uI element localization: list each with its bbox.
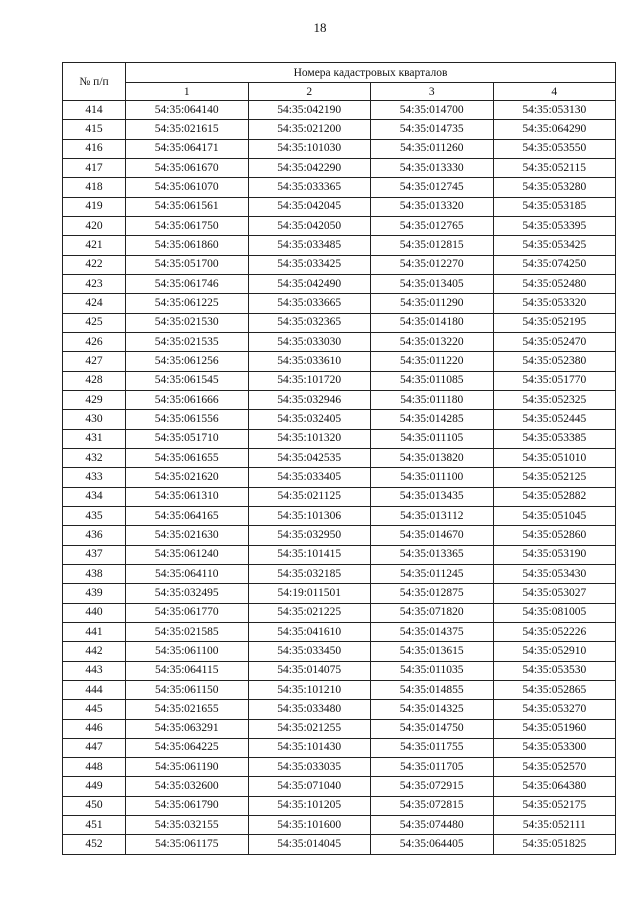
- table-body: [63, 101, 616, 855]
- cadastral-number-cell: 54:35:012815: [371, 236, 494, 255]
- row-number-cell: 424: [63, 294, 126, 313]
- cadastral-number-cell: 54:35:061310: [126, 487, 249, 506]
- cadastral-number-cell: 54:35:052195: [493, 313, 616, 332]
- table-row: [63, 197, 616, 216]
- table-row: [63, 448, 616, 467]
- cadastral-number-cell: 54:35:012745: [371, 178, 494, 197]
- row-number-cell: 449: [63, 777, 126, 796]
- cadastral-number-cell: 54:35:011085: [371, 371, 494, 390]
- cadastral-number-cell: 54:35:013405: [371, 274, 494, 293]
- table-header-row: [63, 63, 616, 83]
- cadastral-number-cell: 54:35:014180: [371, 313, 494, 332]
- cadastral-number-cell: 54:35:101306: [248, 506, 371, 525]
- cadastral-number-cell: 54:35:012765: [371, 216, 494, 235]
- cadastral-number-cell: 54:35:011755: [371, 738, 494, 757]
- cadastral-number-cell: 54:35:032946: [248, 390, 371, 409]
- cadastral-number-cell: 54:35:052865: [493, 680, 616, 699]
- cadastral-number-cell: 54:35:061070: [126, 178, 249, 197]
- row-number-cell: 435: [63, 506, 126, 525]
- table-row: [63, 816, 616, 835]
- cadastral-number-cell: 54:35:053270: [493, 700, 616, 719]
- cadastral-number-cell: 54:35:052125: [493, 468, 616, 487]
- row-number-cell: 419: [63, 197, 126, 216]
- cadastral-number-cell: 54:35:064225: [126, 738, 249, 757]
- cadastral-number-cell: 54:35:013365: [371, 545, 494, 564]
- row-number-cell: 439: [63, 584, 126, 603]
- cadastral-number-cell: 54:35:014750: [371, 719, 494, 738]
- cadastral-number-cell: 54:35:101205: [248, 796, 371, 815]
- column-number-1: 1: [126, 83, 249, 101]
- table-row: [63, 139, 616, 158]
- cadastral-number-cell: 54:35:011105: [371, 429, 494, 448]
- cadastral-number-cell: 54:35:042490: [248, 274, 371, 293]
- cadastral-number-cell: 54:35:021620: [126, 468, 249, 487]
- cadastral-number-cell: 54:19:011501: [248, 584, 371, 603]
- cadastral-number-cell: 54:35:061670: [126, 158, 249, 177]
- cadastral-number-cell: 54:35:021615: [126, 120, 249, 139]
- row-number-header: № п/п: [63, 63, 126, 101]
- row-number-cell: 438: [63, 564, 126, 583]
- cadastral-number-cell: 54:35:051710: [126, 429, 249, 448]
- cadastral-number-cell: 54:35:061100: [126, 642, 249, 661]
- cadastral-number-cell: 54:35:061790: [126, 796, 249, 815]
- cadastral-number-cell: 54:35:052175: [493, 796, 616, 815]
- cadastral-number-cell: 54:35:014045: [248, 835, 371, 854]
- cadastral-number-cell: 54:35:011260: [371, 139, 494, 158]
- cadastral-number-cell: 54:35:052470: [493, 332, 616, 351]
- table-row: [63, 371, 616, 390]
- cadastral-number-cell: 54:35:101600: [248, 816, 371, 835]
- cadastral-number-cell: 54:35:053550: [493, 139, 616, 158]
- cadastral-number-cell: 54:35:042535: [248, 448, 371, 467]
- cadastral-number-cell: 54:35:032155: [126, 816, 249, 835]
- cadastral-number-cell: 54:35:052325: [493, 390, 616, 409]
- cadastral-number-cell: 54:35:061225: [126, 294, 249, 313]
- row-number-cell: 418: [63, 178, 126, 197]
- cadastral-number-cell: 54:35:011035: [371, 661, 494, 680]
- table-row: [63, 526, 616, 545]
- cadastral-number-cell: 54:35:052480: [493, 274, 616, 293]
- cadastral-number-cell: 54:35:033485: [248, 236, 371, 255]
- cadastral-number-cell: 54:35:033405: [248, 468, 371, 487]
- cadastral-number-cell: 54:35:014375: [371, 622, 494, 641]
- table-row: [63, 642, 616, 661]
- cadastral-number-cell: 54:35:061175: [126, 835, 249, 854]
- cadastral-number-cell: 54:35:064165: [126, 506, 249, 525]
- cadastral-number-cell: 54:35:013615: [371, 642, 494, 661]
- table-row: [63, 661, 616, 680]
- cadastral-number-cell: 54:35:072915: [371, 777, 494, 796]
- table-row: [63, 796, 616, 815]
- cadastral-number-cell: 54:35:101320: [248, 429, 371, 448]
- table-row: [63, 603, 616, 622]
- cadastral-number-cell: 54:35:064110: [126, 564, 249, 583]
- column-number-3: 3: [371, 83, 494, 101]
- row-number-cell: 417: [63, 158, 126, 177]
- cadastral-number-cell: 54:35:051700: [126, 255, 249, 274]
- row-number-cell: 450: [63, 796, 126, 815]
- cadastral-number-cell: 54:35:101415: [248, 545, 371, 564]
- cadastral-number-cell: 54:35:014855: [371, 680, 494, 699]
- cadastral-number-cell: 54:35:021655: [126, 700, 249, 719]
- cadastral-number-cell: 54:35:052111: [493, 816, 616, 835]
- row-number-cell: 422: [63, 255, 126, 274]
- cadastral-number-cell: 54:35:061655: [126, 448, 249, 467]
- cadastral-number-cell: 54:35:052910: [493, 642, 616, 661]
- table-row: [63, 738, 616, 757]
- row-number-cell: 425: [63, 313, 126, 332]
- cadastral-number-cell: 54:35:012270: [371, 255, 494, 274]
- cadastral-number-cell: 54:35:052380: [493, 352, 616, 371]
- cadastral-number-cell: 54:35:021125: [248, 487, 371, 506]
- cadastral-number-cell: 54:35:053280: [493, 178, 616, 197]
- cadastral-number-cell: 54:35:012875: [371, 584, 494, 603]
- cadastral-number-cell: 54:35:053430: [493, 564, 616, 583]
- table-row: [63, 487, 616, 506]
- column-numbers-row: [63, 83, 616, 101]
- cadastral-number-cell: 54:35:033480: [248, 700, 371, 719]
- table-row: [63, 429, 616, 448]
- table-row: [63, 158, 616, 177]
- cadastral-number-cell: 54:35:051960: [493, 719, 616, 738]
- cadastral-number-cell: 54:35:072815: [371, 796, 494, 815]
- table-row: [63, 758, 616, 777]
- row-number-cell: 432: [63, 448, 126, 467]
- cadastral-number-cell: 54:35:014670: [371, 526, 494, 545]
- cadastral-number-cell: 54:35:014700: [371, 101, 494, 120]
- cadastral-number-cell: 54:35:033365: [248, 178, 371, 197]
- table-row: [63, 564, 616, 583]
- table-row: [63, 236, 616, 255]
- row-number-cell: 443: [63, 661, 126, 680]
- cadastral-number-cell: 54:35:042045: [248, 197, 371, 216]
- cadastral-number-cell: 54:35:032495: [126, 584, 249, 603]
- row-number-cell: 421: [63, 236, 126, 255]
- row-number-cell: 451: [63, 816, 126, 835]
- cadastral-number-cell: 54:35:053190: [493, 545, 616, 564]
- cadastral-number-cell: 54:35:011220: [371, 352, 494, 371]
- cadastral-number-cell: 54:35:021200: [248, 120, 371, 139]
- cadastral-number-cell: 54:35:032600: [126, 777, 249, 796]
- cadastral-number-cell: 54:35:033665: [248, 294, 371, 313]
- cadastral-number-cell: 54:35:051825: [493, 835, 616, 854]
- cadastral-number-cell: 54:35:013435: [371, 487, 494, 506]
- cadastral-number-cell: 54:35:063291: [126, 719, 249, 738]
- table-row: [63, 313, 616, 332]
- cadastral-number-cell: 54:35:014075: [248, 661, 371, 680]
- column-number-4: 4: [493, 83, 616, 101]
- cadastral-number-cell: 54:35:014285: [371, 410, 494, 429]
- cadastral-number-cell: 54:35:011245: [371, 564, 494, 583]
- cadastral-number-cell: 54:35:101720: [248, 371, 371, 390]
- cadastral-number-cell: 54:35:053130: [493, 101, 616, 120]
- row-number-cell: 448: [63, 758, 126, 777]
- cadastral-number-cell: 54:35:101210: [248, 680, 371, 699]
- cadastral-number-cell: 54:35:061240: [126, 545, 249, 564]
- table-row: [63, 719, 616, 738]
- cadastral-number-cell: 54:35:052570: [493, 758, 616, 777]
- cadastral-number-cell: 54:35:052445: [493, 410, 616, 429]
- cadastral-number-cell: 54:35:052115: [493, 158, 616, 177]
- row-number-cell: 446: [63, 719, 126, 738]
- cadastral-number-cell: 54:35:074480: [371, 816, 494, 835]
- row-number-cell: 426: [63, 332, 126, 351]
- cadastral-number-cell: 54:35:042190: [248, 101, 371, 120]
- table-row: [63, 680, 616, 699]
- table-row: [63, 777, 616, 796]
- cadastral-number-cell: 54:35:064380: [493, 777, 616, 796]
- table-row: [63, 178, 616, 197]
- table-row: [63, 390, 616, 409]
- cadastral-number-cell: 54:35:032405: [248, 410, 371, 429]
- cadastral-number-cell: 54:35:011290: [371, 294, 494, 313]
- cadastral-number-cell: 54:35:013330: [371, 158, 494, 177]
- cadastral-number-cell: 54:35:071040: [248, 777, 371, 796]
- cadastral-number-cell: 54:35:021535: [126, 332, 249, 351]
- table-row: [63, 700, 616, 719]
- table-row: [63, 120, 616, 139]
- cadastral-number-cell: 54:35:061150: [126, 680, 249, 699]
- cadastral-number-cell: 54:35:013112: [371, 506, 494, 525]
- cadastral-number-cell: 54:35:014735: [371, 120, 494, 139]
- cadastral-number-cell: 54:35:053385: [493, 429, 616, 448]
- cadastral-number-cell: 54:35:042050: [248, 216, 371, 235]
- cadastral-number-cell: 54:35:032365: [248, 313, 371, 332]
- cadastral-number-cell: 54:35:021585: [126, 622, 249, 641]
- cadastral-number-cell: 54:35:021530: [126, 313, 249, 332]
- cadastral-number-cell: 54:35:042290: [248, 158, 371, 177]
- cadastral-number-cell: 54:35:021255: [248, 719, 371, 738]
- row-number-cell: 441: [63, 622, 126, 641]
- cadastral-number-cell: 54:35:053425: [493, 236, 616, 255]
- page-number: 18: [313, 20, 327, 35]
- table-row: [63, 255, 616, 274]
- cadastral-number-cell: 54:35:061561: [126, 197, 249, 216]
- cadastral-number-cell: 54:35:053530: [493, 661, 616, 680]
- cadastral-number-cell: 54:35:061750: [126, 216, 249, 235]
- table-row: [63, 352, 616, 371]
- row-number-cell: 445: [63, 700, 126, 719]
- row-number-cell: 430: [63, 410, 126, 429]
- cadastral-number-cell: 54:35:033030: [248, 332, 371, 351]
- cadastral-number-cell: 54:35:032950: [248, 526, 371, 545]
- cadastral-number-cell: 54:35:052226: [493, 622, 616, 641]
- cadastral-number-cell: 54:35:061746: [126, 274, 249, 293]
- cadastral-number-cell: 54:35:052882: [493, 487, 616, 506]
- cadastral-number-cell: 54:35:051045: [493, 506, 616, 525]
- cadastral-number-cell: 54:35:053027: [493, 584, 616, 603]
- cadastral-number-cell: 54:35:053320: [493, 294, 616, 313]
- row-number-cell: 440: [63, 603, 126, 622]
- cadastral-quarters-table: [62, 62, 616, 855]
- row-number-cell: 431: [63, 429, 126, 448]
- row-number-cell: 442: [63, 642, 126, 661]
- row-number-cell: 437: [63, 545, 126, 564]
- cadastral-number-cell: 54:35:052860: [493, 526, 616, 545]
- cadastral-number-cell: 54:35:013820: [371, 448, 494, 467]
- cadastral-number-cell: 54:35:061770: [126, 603, 249, 622]
- cadastral-number-cell: 54:35:053185: [493, 197, 616, 216]
- row-number-cell: 420: [63, 216, 126, 235]
- cadastral-number-cell: 54:35:061190: [126, 758, 249, 777]
- table-row: [63, 506, 616, 525]
- cadastral-number-cell: 54:35:071820: [371, 603, 494, 622]
- cadastral-number-cell: 54:35:064405: [371, 835, 494, 854]
- table-row: [63, 468, 616, 487]
- cadastral-number-cell: 54:35:033450: [248, 642, 371, 661]
- cadastral-number-cell: 54:35:064115: [126, 661, 249, 680]
- table-row: [63, 584, 616, 603]
- cadastral-number-cell: 54:35:101430: [248, 738, 371, 757]
- cadastral-number-cell: 54:35:011705: [371, 758, 494, 777]
- table-row: [63, 622, 616, 641]
- table-row: [63, 332, 616, 351]
- cadastral-quarters-header: Номера кадастровых кварталов: [126, 63, 616, 83]
- table-row: [63, 410, 616, 429]
- cadastral-number-cell: 54:35:064140: [126, 101, 249, 120]
- row-number-cell: 452: [63, 835, 126, 854]
- row-number-cell: 434: [63, 487, 126, 506]
- cadastral-number-cell: 54:35:033610: [248, 352, 371, 371]
- cadastral-number-cell: 54:35:013220: [371, 332, 494, 351]
- cadastral-number-cell: 54:35:061545: [126, 371, 249, 390]
- row-number-cell: 436: [63, 526, 126, 545]
- cadastral-number-cell: 54:35:064290: [493, 120, 616, 139]
- table-row: [63, 101, 616, 120]
- table-row: [63, 274, 616, 293]
- cadastral-number-cell: 54:35:011100: [371, 468, 494, 487]
- cadastral-number-cell: 54:35:081005: [493, 603, 616, 622]
- row-number-cell: 414: [63, 101, 126, 120]
- cadastral-number-cell: 54:35:021225: [248, 603, 371, 622]
- cadastral-number-cell: 54:35:033035: [248, 758, 371, 777]
- cadastral-number-cell: 54:35:061256: [126, 352, 249, 371]
- cadastral-number-cell: 54:35:074250: [493, 255, 616, 274]
- row-number-cell: 433: [63, 468, 126, 487]
- cadastral-number-cell: 54:35:013320: [371, 197, 494, 216]
- row-number-cell: 415: [63, 120, 126, 139]
- row-number-cell: 428: [63, 371, 126, 390]
- cadastral-number-cell: 54:35:061666: [126, 390, 249, 409]
- cadastral-number-cell: 54:35:053395: [493, 216, 616, 235]
- cadastral-number-cell: 54:35:101030: [248, 139, 371, 158]
- table-row: [63, 294, 616, 313]
- cadastral-number-cell: 54:35:032185: [248, 564, 371, 583]
- table-row: [63, 545, 616, 564]
- cadastral-number-cell: 54:35:041610: [248, 622, 371, 641]
- row-number-cell: 429: [63, 390, 126, 409]
- column-number-2: 2: [248, 83, 371, 101]
- cadastral-number-cell: 54:35:014325: [371, 700, 494, 719]
- cadastral-number-cell: 54:35:053300: [493, 738, 616, 757]
- row-number-cell: 447: [63, 738, 126, 757]
- row-number-cell: 423: [63, 274, 126, 293]
- cadastral-number-cell: 54:35:061556: [126, 410, 249, 429]
- cadastral-number-cell: 54:35:061860: [126, 236, 249, 255]
- table-row: [63, 216, 616, 235]
- table-row: [63, 835, 616, 854]
- cadastral-number-cell: 54:35:021630: [126, 526, 249, 545]
- row-number-cell: 444: [63, 680, 126, 699]
- row-number-cell: 416: [63, 139, 126, 158]
- cadastral-number-cell: 54:35:051010: [493, 448, 616, 467]
- cadastral-number-cell: 54:35:051770: [493, 371, 616, 390]
- cadastral-number-cell: 54:35:011180: [371, 390, 494, 409]
- row-number-cell: 427: [63, 352, 126, 371]
- cadastral-number-cell: 54:35:064171: [126, 139, 249, 158]
- cadastral-number-cell: 54:35:033425: [248, 255, 371, 274]
